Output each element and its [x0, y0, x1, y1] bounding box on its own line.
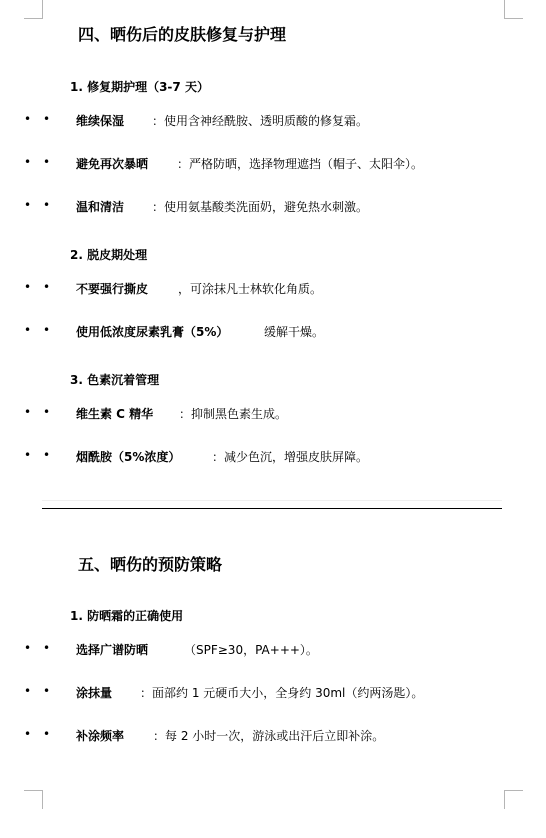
bullet: • — [43, 280, 51, 294]
bullet: • — [43, 448, 51, 462]
bullet: • — [24, 323, 32, 337]
page-corner-mark — [504, 790, 523, 809]
item-description: ：抑制黑色素生成。 — [179, 407, 288, 421]
subsection-heading: 3. 色素沉着管理 — [70, 373, 160, 387]
list-item — [0, 323, 546, 343]
item-term: 涂抹量 — [76, 686, 113, 700]
item-term: 不要强行撕皮 — [76, 282, 149, 296]
item-description: ：使用含神经酰胺、透明质酸的修复霜。 — [152, 114, 369, 128]
bullet: • — [24, 405, 32, 419]
bullet: • — [24, 112, 32, 126]
bullet: • — [24, 684, 32, 698]
bullet: • — [43, 155, 51, 169]
list-item — [0, 641, 546, 661]
section-divider — [42, 508, 502, 509]
bullet: • — [43, 112, 51, 126]
subsection-heading: 2. 脱皮期处理 — [70, 248, 148, 262]
item-term: 温和清洁 — [76, 200, 125, 214]
bullet: • — [24, 641, 32, 655]
section-4-title: 四、晒伤后的皮肤修复与护理 — [78, 25, 287, 44]
bullet: • — [24, 198, 32, 212]
item-description: ，可涂抹凡士林软化角质。 — [178, 282, 323, 296]
item-description: ：严格防晒，选择物理遮挡（帽子、太阳伞）。 — [177, 157, 424, 171]
bullet: • — [24, 727, 32, 741]
item-description: ：每 2 小时一次，游泳或出汗后立即补涂。 — [153, 729, 385, 743]
bullet: • — [43, 727, 51, 741]
list-item — [0, 727, 546, 747]
page-corner-mark — [504, 0, 523, 19]
faint-divider — [42, 500, 502, 501]
list-item — [0, 280, 546, 300]
page-corner-mark — [24, 790, 43, 809]
bullet: • — [24, 155, 32, 169]
item-term: 选择广谱防晒 — [76, 643, 149, 657]
item-term: 烟酰胺（5%浓度） — [76, 450, 181, 464]
bullet: • — [43, 684, 51, 698]
list-item — [0, 684, 546, 704]
subsection-heading: 1. 修复期护理（3-7 天） — [70, 80, 209, 94]
bullet: • — [43, 405, 51, 419]
item-description: ：面部约 1 元硬币大小，全身约 30ml（约两汤匙）。 — [140, 686, 424, 700]
item-description: ：使用氨基酸类洗面奶，避免热水刺激。 — [152, 200, 369, 214]
item-term: 维续保湿 — [76, 114, 125, 128]
list-item — [0, 448, 546, 468]
item-description: 缓解干燥。 — [264, 325, 325, 339]
item-description: （SPF≥30，PA+++）。 — [184, 643, 318, 657]
item-description: ：减少色沉，增强皮肤屏障。 — [212, 450, 369, 464]
subsection-heading: 1. 防晒霜的正确使用 — [70, 609, 184, 623]
list-item — [0, 198, 546, 218]
item-term: 维生素 C 精华 — [76, 407, 154, 421]
list-item — [0, 155, 546, 175]
bullet: • — [24, 280, 32, 294]
item-term: 避免再次暴晒 — [76, 157, 149, 171]
bullet: • — [43, 198, 51, 212]
item-term: 补涂频率 — [76, 729, 125, 743]
item-term: 使用低浓度尿素乳膏（5%） — [76, 325, 229, 339]
list-item — [0, 112, 546, 132]
bullet: • — [43, 641, 51, 655]
page-corner-mark — [24, 0, 43, 19]
list-item — [0, 405, 546, 425]
section-5-title: 五、晒伤的预防策略 — [78, 555, 223, 574]
bullet: • — [24, 448, 32, 462]
bullet: • — [43, 323, 51, 337]
